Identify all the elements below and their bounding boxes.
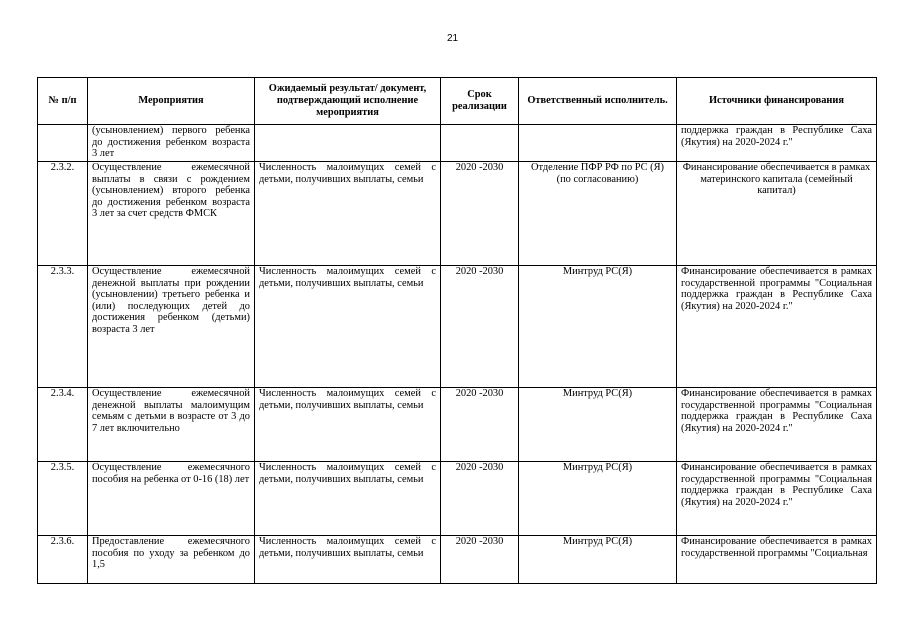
measures-table — [37, 77, 877, 584]
row-event: (усыновлением) первого ребенка до достижения ребенком возраста 3 лет — [88, 125, 255, 162]
row-event: Осуществление ежемесячного пособия на ребенка от 0-16 (18) лет — [88, 462, 255, 536]
row-number: 2.3.3. — [38, 266, 88, 388]
row-executor: Отделение ПФР РФ по РС (Я) (по согласованию) — [519, 162, 677, 266]
row-event: Осуществление ежемесячной денежной выплаты малоимущим семьям с детьми в возрасте от 3 до 7 лет включительно — [88, 388, 255, 462]
row-executor: Минтруд РС(Я) — [519, 388, 677, 462]
row-result: Численность малоимущих семей с детьми, получивших выплаты, семьи — [255, 536, 441, 584]
row-executor: Минтруд РС(Я) — [519, 462, 677, 536]
row-event: Осуществление ежемесячной денежной выплаты при рождении (усыновлении) третьего ребенка и (или) последующих детей до достижения ребенком (детьми) возраста 3 лет — [88, 266, 255, 388]
row-term — [441, 125, 519, 162]
row-term: 2020 -2030 — [441, 266, 519, 388]
row-result — [255, 125, 441, 162]
header-source: Источники финансирования — [677, 78, 877, 125]
header-event: Мероприятия — [88, 78, 255, 125]
row-result: Численность малоимущих семей с детьми, получивших выплаты, семьи — [255, 462, 441, 536]
row-result: Численность малоимущих семей с детьми, получивших выплаты, семьи — [255, 388, 441, 462]
header-executor: Ответственный исполнитель. — [519, 78, 677, 125]
table-row — [38, 536, 877, 584]
table-row — [38, 125, 877, 162]
row-number: 2.3.5. — [38, 462, 88, 536]
row-number: 2.3.6. — [38, 536, 88, 584]
table-row — [38, 462, 877, 536]
table-row — [38, 162, 877, 266]
row-term: 2020 -2030 — [441, 536, 519, 584]
row-source: Финансирование обеспечивается в рамках государственной программы "Социальная поддержка граждан в Республике Саха (Якутия) на 2020-2024 г." — [677, 462, 877, 536]
row-term: 2020 -2030 — [441, 388, 519, 462]
header-result: Ожидаемый результат/ документ, подтверждающий исполнение мероприятия — [255, 78, 441, 125]
row-source: Финансирование обеспечивается в рамках государственной программы "Социальная поддержка граждан в Республике Саха (Якутия) на 2020-2024 г." — [677, 388, 877, 462]
row-source: Финансирование обеспечивается в рамках государственной программы "Социальная поддержка граждан в Республике Саха (Якутия) на 2020-2024 г." — [677, 266, 877, 388]
row-number — [38, 125, 88, 162]
row-source: поддержка граждан в Республике Саха (Якутия) на 2020-2024 г." — [677, 125, 877, 162]
page-number: 21 — [446, 33, 459, 44]
row-event: Осуществление ежемесячной выплаты в связи с рождением (усыновлением) второго ребенка до достижения ребенком возраста 3 лет за счет средств ФМСК — [88, 162, 255, 266]
row-event: Предоставление ежемесячного пособия по уходу за ребенком до 1,5 — [88, 536, 255, 584]
row-number: 2.3.4. — [38, 388, 88, 462]
row-term: 2020 -2030 — [441, 462, 519, 536]
row-executor — [519, 125, 677, 162]
table-header-row — [38, 78, 877, 125]
row-source: Финансирование обеспечивается в рамках материнского капитала (семейный капитал) — [677, 162, 877, 266]
row-result: Численность малоимущих семей с детьми, получивших выплаты, семьи — [255, 266, 441, 388]
row-source: Финансирование обеспечивается в рамках государственной программы "Социальная — [677, 536, 877, 584]
header-number: № п/п — [38, 78, 88, 125]
row-result: Численность малоимущих семей с детьми, получивших выплаты, семьи — [255, 162, 441, 266]
table-row — [38, 266, 877, 388]
table-row — [38, 388, 877, 462]
header-term: Срок реализации — [441, 78, 519, 125]
row-executor: Минтруд РС(Я) — [519, 266, 677, 388]
row-executor: Минтруд РС(Я) — [519, 536, 677, 584]
row-number: 2.3.2. — [38, 162, 88, 266]
row-term: 2020 -2030 — [441, 162, 519, 266]
